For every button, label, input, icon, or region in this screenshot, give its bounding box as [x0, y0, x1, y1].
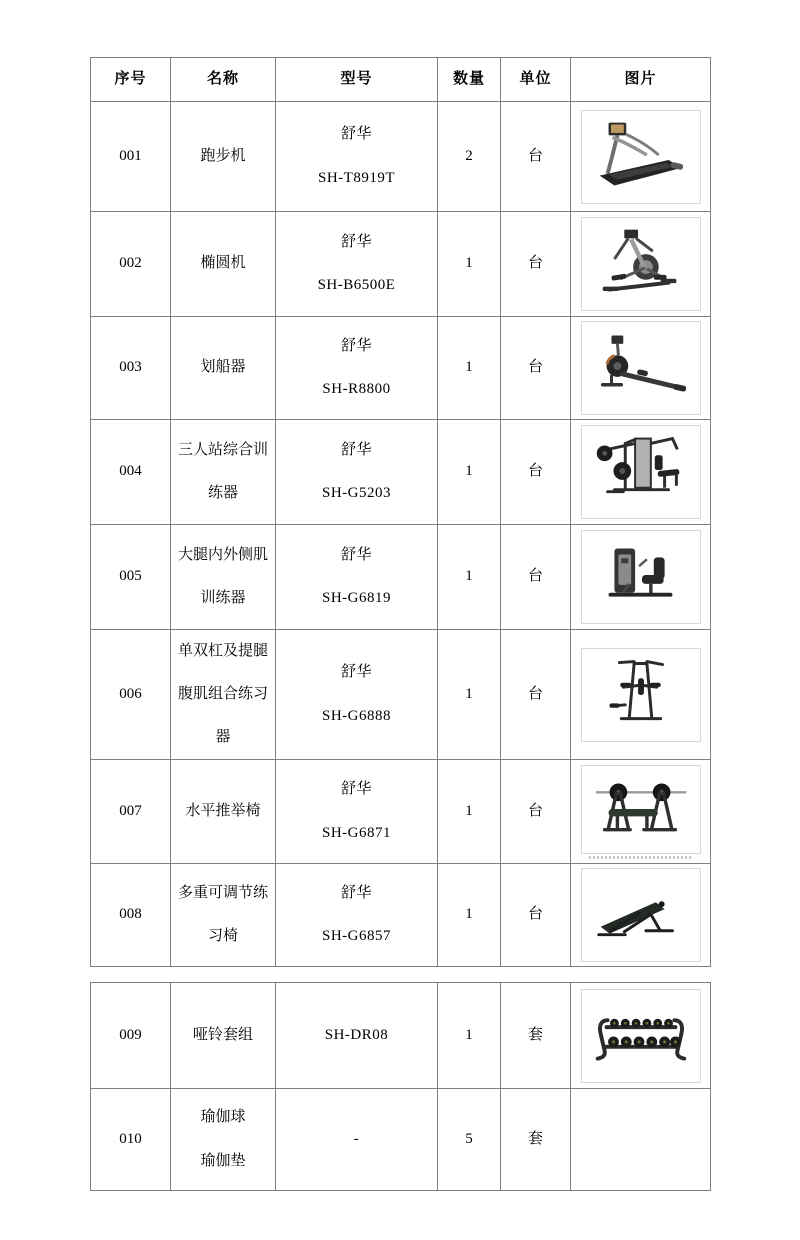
- power-tower-image: [581, 648, 701, 742]
- image-wrapper: [571, 648, 710, 742]
- elliptical-image: [581, 217, 701, 311]
- table-row: [91, 212, 711, 317]
- item-name-lines: [171, 1109, 275, 1170]
- item-name-lines: [171, 643, 275, 747]
- cell-serial: 002: [91, 212, 171, 317]
- item-model-line: SH-DR08: [324, 1026, 389, 1043]
- item-model-line: 舒华: [340, 781, 372, 798]
- dumbbell-rack-image: [581, 989, 701, 1083]
- cell-quantity: 1: [438, 760, 501, 864]
- item-model-line: SH-R8800: [322, 381, 391, 397]
- thigh-trainer-image: [581, 530, 701, 624]
- bench-press-image: [581, 765, 701, 854]
- cell-name: [171, 317, 276, 420]
- item-model-line: SH-B6500E: [317, 277, 396, 293]
- column-header-unit: 单位: [501, 58, 571, 102]
- cell-model: [276, 212, 438, 317]
- cell-unit: 台: [501, 102, 571, 212]
- cell-name: [171, 212, 276, 317]
- cell-model: [276, 630, 438, 760]
- item-model-line: SH-G5203: [321, 485, 391, 501]
- cell-serial: 005: [91, 525, 171, 630]
- column-header-image: 图片: [571, 58, 711, 102]
- item-model-line: 舒华: [340, 126, 372, 143]
- item-name-line: 三人站综合训: [177, 441, 268, 458]
- image-wrapper: [571, 321, 710, 415]
- cell-image: [571, 983, 711, 1089]
- cell-image: [571, 525, 711, 630]
- cell-image: [571, 420, 711, 525]
- cell-image: [571, 864, 711, 967]
- item-name-line: 习椅: [207, 928, 238, 944]
- table-row: [91, 525, 711, 630]
- item-name-lines: [171, 885, 275, 946]
- image-wrapper: [571, 989, 710, 1083]
- item-name-lines: [171, 1027, 275, 1044]
- item-name-lines: [171, 148, 275, 165]
- item-name-line: 椭圆机: [200, 255, 246, 272]
- item-name-line: 划船器: [200, 359, 246, 376]
- cell-image: [571, 317, 711, 420]
- cell-unit: 台: [501, 864, 571, 967]
- cell-unit: 台: [501, 630, 571, 760]
- cell-quantity: 1: [438, 212, 501, 317]
- item-model-line: 舒华: [340, 441, 372, 458]
- item-model-lines: [276, 338, 437, 399]
- item-name-line: 瑜伽垫: [200, 1152, 246, 1169]
- cell-image: [571, 1089, 711, 1191]
- item-model-line: 舒华: [340, 884, 372, 901]
- item-name-lines: [171, 442, 275, 503]
- image-wrapper: [571, 868, 710, 962]
- cell-name: [171, 760, 276, 864]
- item-model-lines: [276, 547, 437, 608]
- item-model-lines: [276, 1027, 437, 1044]
- item-model-lines: [276, 781, 437, 842]
- item-model-line: SH-G6888: [321, 707, 391, 724]
- item-model-lines: [276, 664, 437, 725]
- cell-unit: 台: [501, 525, 571, 630]
- item-model-lines: [276, 1131, 437, 1148]
- column-header-model: 型号: [276, 58, 438, 102]
- item-model-line: SH-T8919T: [318, 169, 395, 186]
- item-name-line: 瑜伽球: [200, 1109, 246, 1126]
- cell-name: [171, 525, 276, 630]
- item-name-lines: [171, 359, 275, 376]
- item-model-line: SH-G6819: [321, 590, 391, 606]
- item-name-line: 腹肌组合练习: [177, 685, 268, 702]
- table-row: [91, 760, 711, 864]
- cell-model: [276, 1089, 438, 1191]
- table-row: [91, 864, 711, 967]
- item-model-line: -: [353, 1130, 360, 1147]
- cell-model: [276, 525, 438, 630]
- item-model-lines: [276, 442, 437, 503]
- item-model-line: 舒华: [340, 337, 372, 354]
- cell-unit: 套: [501, 983, 571, 1089]
- cell-quantity: 1: [438, 525, 501, 630]
- item-model-line: 舒华: [340, 233, 372, 250]
- item-name-lines: [171, 255, 275, 272]
- cell-quantity: 1: [438, 630, 501, 760]
- cell-quantity: 1: [438, 864, 501, 967]
- cell-unit: 台: [501, 760, 571, 864]
- item-name-lines: [171, 547, 275, 608]
- cell-image: [571, 212, 711, 317]
- cell-model: [276, 420, 438, 525]
- item-name-line: 多重可调节练: [177, 884, 268, 901]
- equipment-table-continued: [90, 982, 711, 1191]
- item-model-line: SH-G6871: [321, 824, 391, 841]
- treadmill-image: [581, 110, 701, 204]
- multi-station-trainer-image: [581, 425, 701, 519]
- cell-quantity: 2: [438, 102, 501, 212]
- column-header-name: 名称: [171, 58, 276, 102]
- cell-model: [276, 864, 438, 967]
- table-row: [91, 420, 711, 525]
- cell-quantity: 1: [438, 317, 501, 420]
- cell-serial: 004: [91, 420, 171, 525]
- cell-name: [171, 864, 276, 967]
- item-model-line: 舒华: [340, 546, 372, 563]
- cell-quantity: 5: [438, 1089, 501, 1191]
- item-model-lines: [276, 126, 437, 187]
- cell-image: [571, 102, 711, 212]
- cell-model: [276, 760, 438, 864]
- equipment-table-main: [90, 57, 711, 967]
- item-name-line: 水平推举椅: [185, 802, 261, 819]
- item-name-line: 哑铃套组: [192, 1026, 253, 1043]
- cell-name: [171, 102, 276, 212]
- cell-serial: 008: [91, 864, 171, 967]
- item-name-line: 单双杠及提腿: [177, 642, 268, 659]
- item-name-line: 训练器: [200, 590, 246, 606]
- cell-name: [171, 983, 276, 1089]
- image-wrapper: [571, 765, 710, 859]
- cell-model: [276, 983, 438, 1089]
- column-header-serial: 序号: [91, 58, 171, 102]
- cell-model: [276, 102, 438, 212]
- item-name-line: 器: [215, 729, 231, 746]
- adjustable-bench-image: [581, 868, 701, 962]
- item-name-line: 跑步机: [200, 147, 246, 164]
- image-wrapper: [571, 530, 710, 624]
- column-header-quantity: 数量: [438, 58, 501, 102]
- table-row: [91, 983, 711, 1089]
- image-wrapper: [571, 110, 710, 204]
- cell-image: [571, 760, 711, 864]
- cell-unit: 套: [501, 1089, 571, 1191]
- cell-name: [171, 630, 276, 760]
- cell-serial: 003: [91, 317, 171, 420]
- cell-serial: 010: [91, 1089, 171, 1191]
- cell-name: [171, 1089, 276, 1191]
- table-row: [91, 1089, 711, 1191]
- table-row: [91, 630, 711, 760]
- cell-unit: 台: [501, 317, 571, 420]
- cell-serial: 006: [91, 630, 171, 760]
- cell-serial: 009: [91, 983, 171, 1089]
- image-wrapper: [571, 217, 710, 311]
- cell-quantity: 1: [438, 420, 501, 525]
- table-row: [91, 102, 711, 212]
- cell-model: [276, 317, 438, 420]
- item-model-lines: [276, 234, 437, 295]
- item-model-line: 舒华: [340, 664, 372, 681]
- item-name-line: 大腿内外侧肌: [177, 546, 268, 563]
- cell-unit: 台: [501, 212, 571, 317]
- item-model-lines: [276, 885, 437, 946]
- image-wrapper: [571, 425, 710, 519]
- cell-serial: 001: [91, 102, 171, 212]
- image-caption-illegible: [589, 856, 693, 859]
- cell-unit: 台: [501, 420, 571, 525]
- item-name-lines: [171, 803, 275, 820]
- table-row: [91, 317, 711, 420]
- cell-image: [571, 630, 711, 760]
- cell-serial: 007: [91, 760, 171, 864]
- cell-name: [171, 420, 276, 525]
- header-row: [91, 58, 711, 102]
- cell-quantity: 1: [438, 983, 501, 1089]
- rowing-machine-image: [581, 321, 701, 415]
- item-model-line: SH-G6857: [321, 928, 391, 944]
- item-name-line: 练器: [207, 485, 238, 501]
